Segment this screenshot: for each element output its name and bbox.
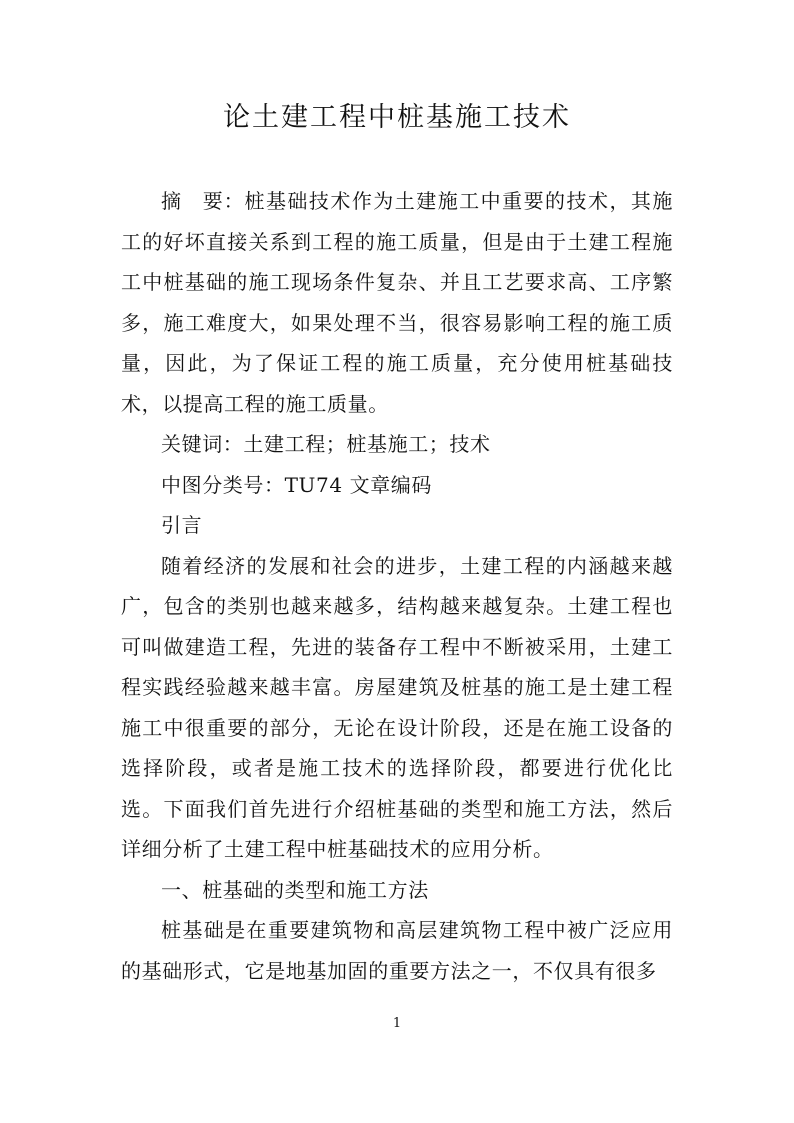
section-1-heading: 一、桩基础的类型和施工方法: [161, 877, 429, 902]
intro-heading: 引言: [161, 513, 203, 537]
page-number: 1: [392, 1016, 402, 1031]
abstract-text: 桩基础技术作为土建施工中重要的技术，其施工的好坏直接关系到工程的施工质量，但是由于土建工程施工中桩基础的施工现场条件复杂、并且工艺要求高、工序繁多，施工难度大，如果处理不当，很容易影响工程的施工质量，因此，为了保证工程的施工质量，充分使用桩基础技术，以提高工程的施工质量。: [121, 189, 674, 416]
document-body: [121, 181, 673, 991]
intro-paragraph: 随着经济的发展和社会的进步，土建工程的内涵越来越广，包含的类别也越来越多，结构越来越复杂。土建工程也可叫做建造工程，先进的装备存工程中不断被采用，土建工程实践经验越来越丰富。房屋建筑及桩基的施工是土建工程施工中很重要的部分，无论在设计阶段，还是在施工设备的选择阶段，或者是施工技术的选择阶段，都要进行优化比选。下面我们首先进行介绍桩基础的类型和施工方法，然后详细分析了土建工程中桩基础技术的应用分析。: [121, 553, 673, 861]
document-title: 论土建工程中桩基施工技术: [223, 102, 571, 133]
abstract-label: 摘 要：: [161, 189, 245, 213]
keywords-line: 关键词：土建工程；桩基施工；技术: [161, 432, 491, 456]
abstract-paragraph: [121, 181, 673, 424]
classification-line: 中图分类号：TU74 文章编码: [161, 472, 433, 497]
section-1-paragraph: 桩基础是在重要建筑物和高层建筑物工程中被广泛应用的基础形式，它是地基加固的重要方法之一，不仅具有很多: [121, 918, 673, 983]
